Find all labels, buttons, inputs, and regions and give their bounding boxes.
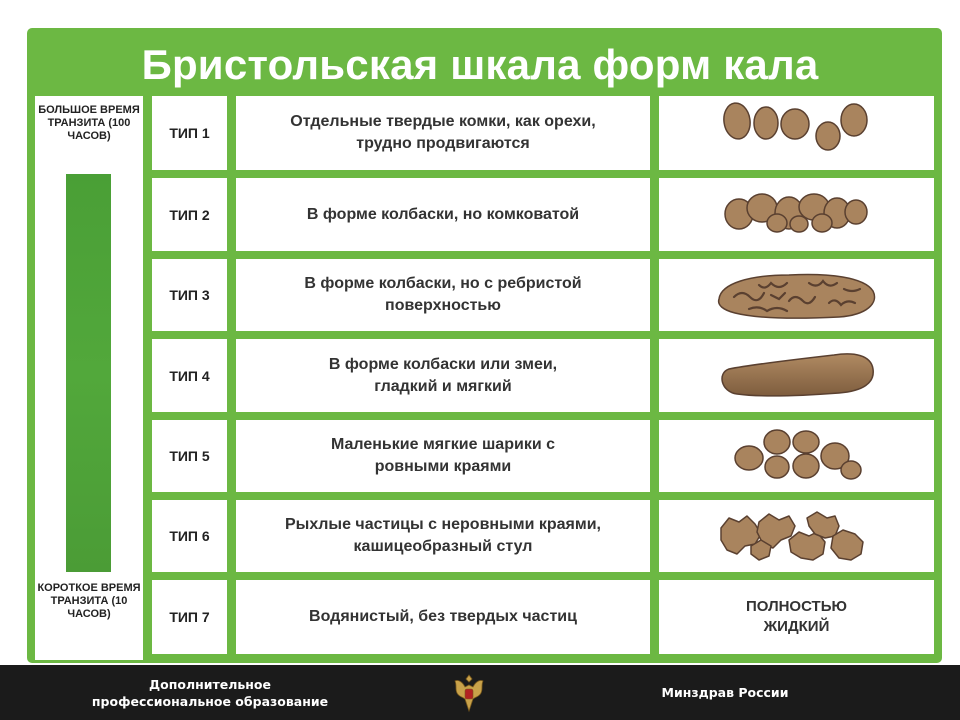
scale-top-label: БОЛЬШОЕ ВРЕМЯ ТРАНЗИТА (100 ЧАСОВ) bbox=[38, 104, 140, 142]
row-2-type: ТИП 2 bbox=[152, 178, 227, 251]
row-6-type: ТИП 6 bbox=[152, 500, 227, 572]
row-3-description: В форме колбаски, но с ребристой поверхностью bbox=[236, 259, 650, 331]
row-5-description: Маленькие мягкие шарики с ровными краями bbox=[236, 420, 650, 492]
page-title: Бристольская шкала форм кала bbox=[141, 41, 819, 88]
row-2-image bbox=[659, 178, 934, 251]
lumpy-sausage-icon bbox=[659, 178, 934, 251]
transit-time-scale bbox=[35, 96, 143, 660]
row-5-image bbox=[659, 420, 934, 492]
footer-left-line2: профессиональное образование bbox=[91, 694, 329, 709]
fluffy-pieces-icon bbox=[659, 500, 934, 572]
row-4-type: ТИП 4 bbox=[152, 339, 227, 412]
footer-left-text bbox=[60, 676, 360, 710]
row-7-image bbox=[659, 580, 934, 654]
row-6-description: Рыхлые частицы с неровными краями, кашицеобразный стул bbox=[236, 500, 650, 572]
row-3-image bbox=[659, 259, 934, 331]
row-4-image bbox=[659, 339, 934, 412]
row-7-type: ТИП 7 bbox=[152, 580, 227, 654]
fully-liquid-label: ПОЛНОСТЬЮ ЖИДКИЙ bbox=[746, 598, 847, 635]
row-6-image bbox=[659, 500, 934, 572]
row-5-type: ТИП 5 bbox=[152, 420, 227, 492]
row-1-description: Отдельные твердые комки, как орехи, трудно продвигаются bbox=[236, 96, 650, 170]
cracked-sausage-icon bbox=[659, 259, 934, 331]
transit-time-bar bbox=[66, 174, 111, 572]
footer-left-line1: Дополнительное bbox=[149, 677, 271, 692]
row-4-description: В форме колбаски или змеи, гладкий и мягкий bbox=[236, 339, 650, 412]
scale-bottom-label: КОРОТКОЕ ВРЕМЯ ТРАНЗИТА (10 ЧАСОВ) bbox=[37, 582, 141, 620]
row-2-description: В форме колбаски, но комковатой bbox=[236, 178, 650, 251]
footer-right-text: Минздрав России bbox=[661, 685, 789, 700]
coat-of-arms-icon bbox=[445, 669, 493, 717]
row-3-type: ТИП 3 bbox=[152, 259, 227, 331]
row-7-description: Водянистый, без твердых частиц bbox=[236, 580, 650, 654]
hard-lumps-icon bbox=[659, 96, 934, 170]
soft-blobs-icon bbox=[659, 420, 934, 492]
smooth-sausage-icon bbox=[659, 339, 934, 412]
row-1-image bbox=[659, 96, 934, 170]
row-1-type: ТИП 1 bbox=[152, 96, 227, 170]
